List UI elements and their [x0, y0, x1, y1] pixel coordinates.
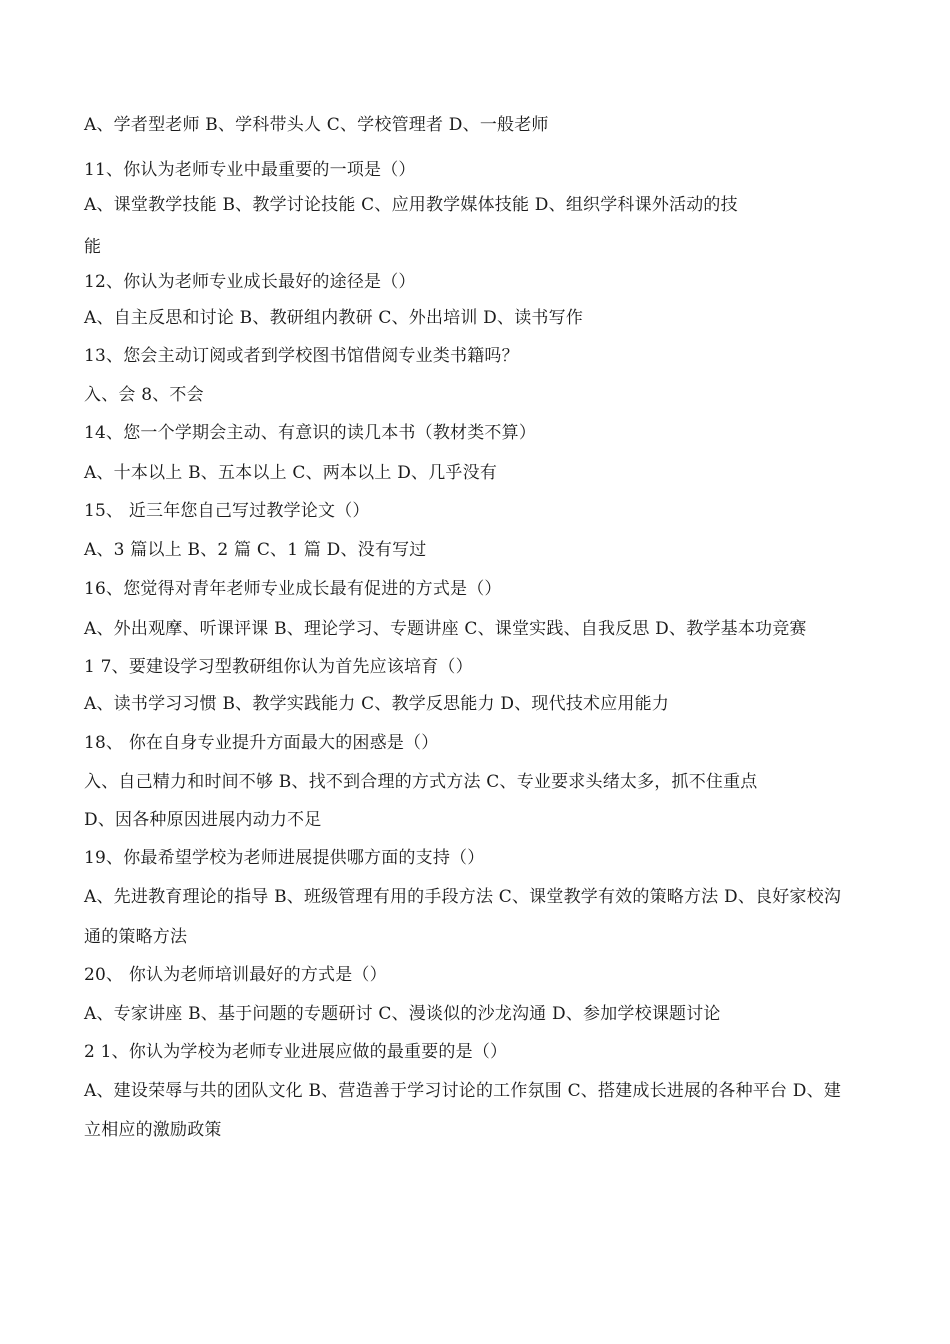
option-line-q21-cont: 立相应的激励政策 — [84, 1120, 222, 1140]
option-line-q18: 入、自己精力和时间不够 B、找不到合理的方式方法 C、专业要求头绪太多，抓不住重点 — [84, 772, 758, 792]
question-21: 2 1、你认为学校为老师专业进展应做的最重要的是（） — [84, 1042, 508, 1062]
question-20: 20、 你认为老师培训最好的方式是（） — [84, 965, 387, 985]
option-line-q17: A、读书学习习惯 B、教学实践能力 C、教学反思能力 D、现代技术应用能力 — [84, 694, 670, 714]
option-line-q11: A、课堂教学技能 B、教学讨论技能 C、应用教学媒体技能 D、组织学科课外活动的技 — [84, 195, 738, 215]
question-12: 12、你认为老师专业成长最好的途径是（） — [84, 272, 416, 292]
question-11: 11、你认为老师专业中最重要的一项是（） — [84, 160, 416, 180]
question-17: 1 7、要建设学习型教研组你认为首先应该培育（） — [84, 657, 473, 677]
question-19: 19、你最希望学校为老师进展提供哪方面的支持（） — [84, 848, 485, 868]
question-16: 16、您觉得对青年老师专业成长最有促进的方式是（） — [84, 579, 502, 599]
option-line-q21: A、建设荣辱与共的团队文化 B、营造善于学习讨论的工作氛围 C、搭建成长进展的各种平台 D、建 — [84, 1081, 842, 1101]
option-line-q15: A、3 篇以上 B、2 篇 C、1 篇 D、没有写过 — [84, 540, 427, 560]
question-13: 13、您会主动订阅或者到学校图书馆借阅专业类书籍吗？ — [84, 346, 519, 366]
option-line-q11-cont: 能 — [84, 237, 102, 257]
question-18: 18、 你在自身专业提升方面最大的困惑是（） — [84, 733, 439, 753]
option-line-q10: A、学者型老师 B、学科带头人 C、学校管理者 D、一般老师 — [84, 115, 549, 135]
option-line-q14: A、十本以上 B、五本以上 C、两本以上 D、几乎没有 — [84, 463, 498, 483]
question-15: 15、 近三年您自己写过教学论文（） — [84, 501, 370, 521]
option-line-q19: A、先进教育理论的指导 B、班级管理有用的手段方法 C、课堂教学有效的策略方法 D、良好家校沟 — [84, 887, 842, 907]
option-line-q16: A、外出观摩、听课评课 B、理论学习、专题讲座 C、课堂实践、自我反思 D、教学基本功竞赛 — [84, 619, 807, 639]
question-14: 14、您一个学期会主动、有意识的读几本书（教材类不算） — [84, 423, 537, 443]
option-line-q20: A、专家讲座 B、基于问题的专题研讨 C、漫谈似的沙龙沟通 D、参加学校课题讨论 — [84, 1004, 721, 1024]
option-line-q13: 入、会 8、不会 — [84, 385, 204, 405]
option-line-q19-cont: 通的策略方法 — [84, 927, 188, 947]
option-line-q18-cont: D、因各种原因进展内动力不足 — [84, 810, 322, 830]
option-line-q12: A、自主反思和讨论 B、教研组内教研 C、外出培训 D、读书写作 — [84, 308, 584, 328]
